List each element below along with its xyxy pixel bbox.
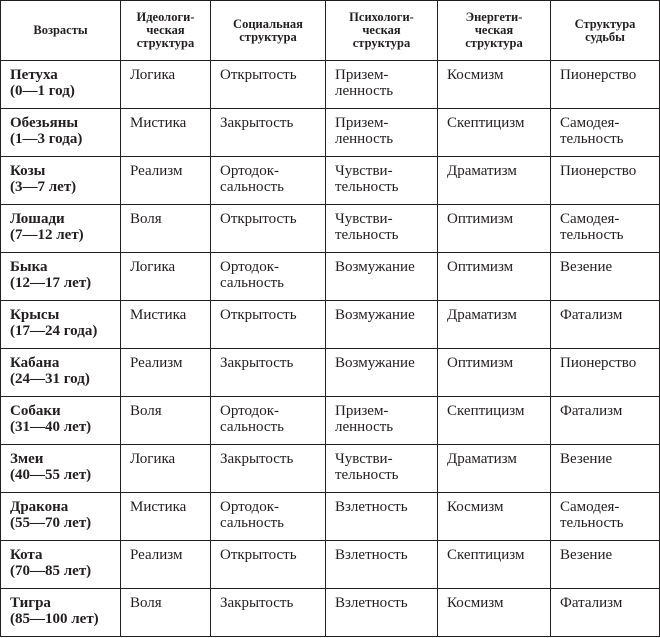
ideological-cell: Реализм (121, 157, 211, 205)
energetic-cell: Оптимизм (438, 253, 551, 301)
age-cell: Кабана (24—31 год) (1, 349, 121, 397)
ideological-cell: Мистика (121, 301, 211, 349)
energetic-cell: Скептицизм (438, 109, 551, 157)
table-header (1, 1, 660, 61)
psychological-cell: Призем- ленность (326, 397, 438, 445)
fate-cell: Фатализм (551, 397, 660, 445)
fate-cell: Фатализм (551, 301, 660, 349)
table-row (1, 541, 660, 589)
ideological-cell: Реализм (121, 349, 211, 397)
fate-cell: Пионерство (551, 61, 660, 109)
social-cell: Закрытость (211, 109, 326, 157)
age-cell: Петуха (0—1 год) (1, 61, 121, 109)
age-cell: Лошади (7—12 лет) (1, 205, 121, 253)
ideological-cell: Реализм (121, 541, 211, 589)
table-row (1, 61, 660, 109)
table-row (1, 205, 660, 253)
table-row (1, 301, 660, 349)
ideological-cell: Мистика (121, 493, 211, 541)
energetic-cell: Космизм (438, 61, 551, 109)
psychological-cell: Чувстви- тельность (326, 157, 438, 205)
psychological-cell: Возмужание (326, 349, 438, 397)
header-psychological: Психологи- ческая структура (326, 1, 438, 61)
age-cell: Обезьяны (1—3 года) (1, 109, 121, 157)
table-row (1, 589, 660, 637)
fate-cell: Везение (551, 541, 660, 589)
table-row (1, 445, 660, 493)
psychological-cell: Возмужание (326, 253, 438, 301)
social-cell: Закрытость (211, 589, 326, 637)
header-energetic: Энергети- ческая структура (438, 1, 551, 61)
social-cell: Открытость (211, 301, 326, 349)
age-cell: Быка (12—17 лет) (1, 253, 121, 301)
energetic-cell: Оптимизм (438, 205, 551, 253)
psychological-cell: Призем- ленность (326, 109, 438, 157)
ideological-cell: Логика (121, 253, 211, 301)
psychological-cell: Возмужание (326, 301, 438, 349)
energetic-cell: Драматизм (438, 445, 551, 493)
fate-cell: Фатализм (551, 589, 660, 637)
psychological-cell: Взлетность (326, 493, 438, 541)
header-social: Социальная структура (211, 1, 326, 61)
table-row (1, 253, 660, 301)
table-row (1, 157, 660, 205)
energetic-cell: Скептицизм (438, 397, 551, 445)
ideological-cell: Воля (121, 397, 211, 445)
psychological-cell: Чувстви- тельность (326, 445, 438, 493)
fate-cell: Везение (551, 445, 660, 493)
social-cell: Закрытость (211, 349, 326, 397)
ideological-cell: Логика (121, 61, 211, 109)
header-ideological: Идеологи- ческая структура (121, 1, 211, 61)
social-cell: Ортодок- сальность (211, 157, 326, 205)
energetic-cell: Космизм (438, 493, 551, 541)
psychological-cell: Чувстви- тельность (326, 205, 438, 253)
age-cell: Тигра (85—100 лет) (1, 589, 121, 637)
header-row (1, 1, 660, 61)
ideological-cell: Воля (121, 205, 211, 253)
table-row (1, 397, 660, 445)
age-cell: Собаки (31—40 лет) (1, 397, 121, 445)
fate-cell: Везение (551, 253, 660, 301)
age-cell: Змеи (40—55 лет) (1, 445, 121, 493)
social-cell: Открытость (211, 205, 326, 253)
fate-cell: Самодея- тельность (551, 109, 660, 157)
psychological-cell: Взлетность (326, 541, 438, 589)
header-ages: Возрасты (1, 1, 121, 61)
table-row (1, 493, 660, 541)
fate-cell: Самодея- тельность (551, 205, 660, 253)
social-cell: Ортодок- сальность (211, 397, 326, 445)
age-cell: Крысы (17—24 года) (1, 301, 121, 349)
energetic-cell: Драматизм (438, 157, 551, 205)
fate-cell: Самодея- тельность (551, 493, 660, 541)
social-cell: Открытость (211, 61, 326, 109)
psychological-cell: Взлетность (326, 589, 438, 637)
ideological-cell: Логика (121, 445, 211, 493)
ideological-cell: Воля (121, 589, 211, 637)
fate-cell: Пионерство (551, 157, 660, 205)
social-cell: Ортодок- сальность (211, 253, 326, 301)
psychological-cell: Призем- ленность (326, 61, 438, 109)
energetic-cell: Драматизм (438, 301, 551, 349)
table-body (1, 61, 660, 637)
social-cell: Ортодок- сальность (211, 493, 326, 541)
ideological-cell: Мистика (121, 109, 211, 157)
age-cell: Дракона (55—70 лет) (1, 493, 121, 541)
fate-cell: Пионерство (551, 349, 660, 397)
age-cell: Кота (70—85 лет) (1, 541, 121, 589)
social-cell: Закрытость (211, 445, 326, 493)
energetic-cell: Оптимизм (438, 349, 551, 397)
social-cell: Открытость (211, 541, 326, 589)
energetic-cell: Скептицизм (438, 541, 551, 589)
energetic-cell: Космизм (438, 589, 551, 637)
header-fate: Структура судьбы (551, 1, 660, 61)
table-row (1, 109, 660, 157)
table-row (1, 349, 660, 397)
age-cell: Козы (3—7 лет) (1, 157, 121, 205)
